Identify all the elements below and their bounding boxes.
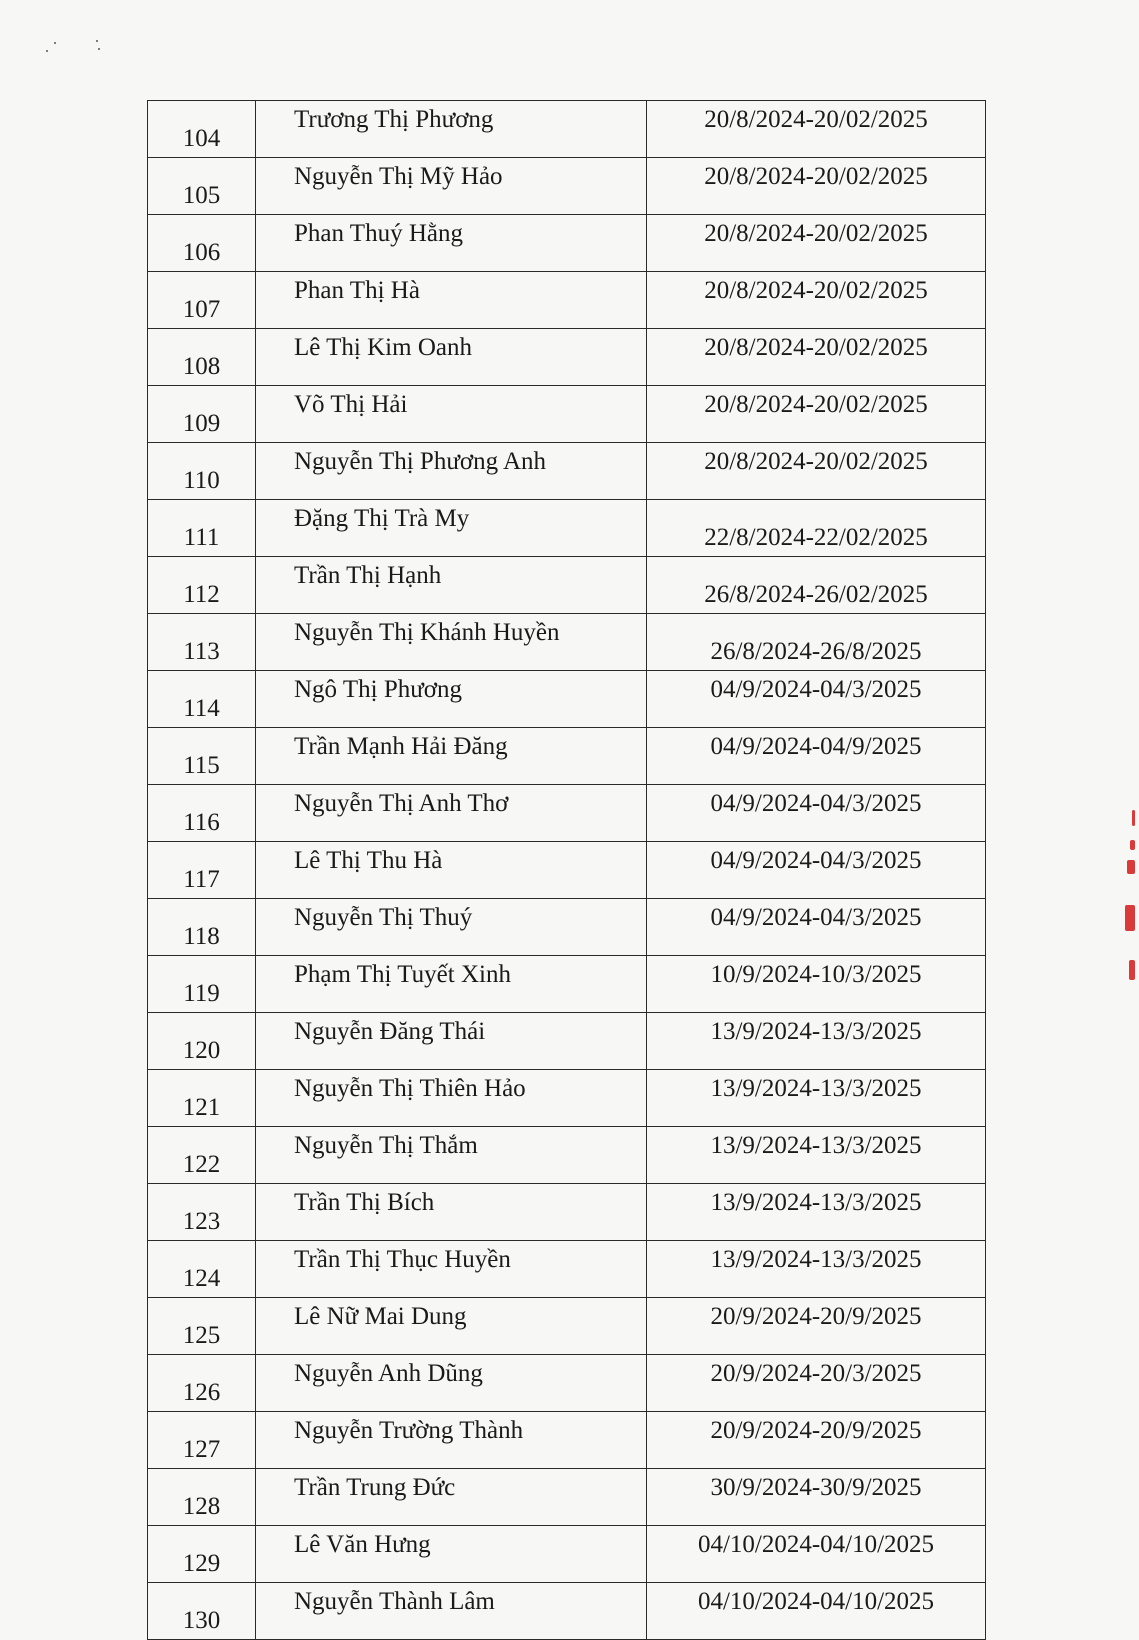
person-name: Nguyễn Thành Lâm <box>256 1583 647 1640</box>
row-number: 116 <box>148 785 256 842</box>
date-range: 20/9/2024-20/3/2025 <box>647 1355 986 1412</box>
date-range: 10/9/2024-10/3/2025 <box>647 956 986 1013</box>
table-row <box>148 215 986 272</box>
row-number: 119 <box>148 956 256 1013</box>
table-row <box>148 1127 986 1184</box>
table-row <box>148 1241 986 1298</box>
date-range: 22/8/2024-22/02/2025 <box>647 500 986 557</box>
table-row <box>148 785 986 842</box>
row-number: 104 <box>148 101 256 158</box>
person-name: Lê Văn Hưng <box>256 1526 647 1583</box>
table-row <box>148 557 986 614</box>
date-range: 04/9/2024-04/3/2025 <box>647 899 986 956</box>
person-name: Võ Thị Hải <box>256 386 647 443</box>
table-row <box>148 101 986 158</box>
table-row <box>148 728 986 785</box>
date-range: 13/9/2024-13/3/2025 <box>647 1241 986 1298</box>
person-name: Ngô Thị Phương <box>256 671 647 728</box>
row-number: 125 <box>148 1298 256 1355</box>
date-range: 20/9/2024-20/9/2025 <box>647 1412 986 1469</box>
date-range: 04/9/2024-04/3/2025 <box>647 671 986 728</box>
row-number: 105 <box>148 158 256 215</box>
row-number: 118 <box>148 899 256 956</box>
row-number: 130 <box>148 1583 256 1640</box>
person-name: Lê Thị Thu Hà <box>256 842 647 899</box>
table-row <box>148 1070 986 1127</box>
person-name: Nguyễn Thị Anh Thơ <box>256 785 647 842</box>
person-name: Nguyễn Thị Thuý <box>256 899 647 956</box>
person-name: Phan Thuý Hằng <box>256 215 647 272</box>
row-number: 126 <box>148 1355 256 1412</box>
table-row <box>148 614 986 671</box>
person-name: Phan Thị Hà <box>256 272 647 329</box>
person-name: Trần Thị Hạnh <box>256 557 647 614</box>
table-row <box>148 443 986 500</box>
row-number: 123 <box>148 1184 256 1241</box>
table-row <box>148 956 986 1013</box>
person-name: Nguyễn Thị Mỹ Hảo <box>256 158 647 215</box>
row-number: 127 <box>148 1412 256 1469</box>
row-number: 121 <box>148 1070 256 1127</box>
date-range: 20/8/2024-20/02/2025 <box>647 215 986 272</box>
person-name: Trần Trung Đức <box>256 1469 647 1526</box>
person-name: Nguyễn Thị Thiên Hảo <box>256 1070 647 1127</box>
table-row <box>148 1298 986 1355</box>
table-row <box>148 272 986 329</box>
date-range: 20/8/2024-20/02/2025 <box>647 101 986 158</box>
row-number: 120 <box>148 1013 256 1070</box>
person-name: Trương Thị Phương <box>256 101 647 158</box>
roster-table-body <box>148 101 986 1640</box>
person-name: Trần Thị Thục Huyền <box>256 1241 647 1298</box>
table-row <box>148 329 986 386</box>
person-name: Nguyễn Trường Thành <box>256 1412 647 1469</box>
person-name: Đặng Thị Trà My <box>256 500 647 557</box>
row-number: 129 <box>148 1526 256 1583</box>
date-range: 20/9/2024-20/9/2025 <box>647 1298 986 1355</box>
row-number: 108 <box>148 329 256 386</box>
table-row <box>148 500 986 557</box>
date-range: 20/8/2024-20/02/2025 <box>647 386 986 443</box>
row-number: 124 <box>148 1241 256 1298</box>
table-row <box>148 1526 986 1583</box>
roster-table <box>147 100 986 1640</box>
row-number: 112 <box>148 557 256 614</box>
row-number: 110 <box>148 443 256 500</box>
date-range: 20/8/2024-20/02/2025 <box>647 158 986 215</box>
table-row <box>148 1013 986 1070</box>
table-row <box>148 671 986 728</box>
person-name: Nguyễn Anh Dũng <box>256 1355 647 1412</box>
date-range: 30/9/2024-30/9/2025 <box>647 1469 986 1526</box>
row-number: 122 <box>148 1127 256 1184</box>
row-number: 109 <box>148 386 256 443</box>
date-range: 20/8/2024-20/02/2025 <box>647 272 986 329</box>
row-number: 111 <box>148 500 256 557</box>
person-name: Nguyễn Thị Thắm <box>256 1127 647 1184</box>
date-range: 26/8/2024-26/8/2025 <box>647 614 986 671</box>
date-range: 13/9/2024-13/3/2025 <box>647 1013 986 1070</box>
date-range: 04/9/2024-04/3/2025 <box>647 785 986 842</box>
date-range: 13/9/2024-13/3/2025 <box>647 1127 986 1184</box>
scan-specks <box>44 38 104 58</box>
person-name: Lê Thị Kim Oanh <box>256 329 647 386</box>
date-range: 20/8/2024-20/02/2025 <box>647 443 986 500</box>
date-range: 20/8/2024-20/02/2025 <box>647 329 986 386</box>
table-row <box>148 1355 986 1412</box>
date-range: 04/9/2024-04/3/2025 <box>647 842 986 899</box>
row-number: 115 <box>148 728 256 785</box>
table-row <box>148 842 986 899</box>
date-range: 13/9/2024-13/3/2025 <box>647 1184 986 1241</box>
table-row <box>148 1412 986 1469</box>
table-row <box>148 1583 986 1640</box>
person-name: Lê Nữ Mai Dung <box>256 1298 647 1355</box>
table-row <box>148 1469 986 1526</box>
date-range: 26/8/2024-26/02/2025 <box>647 557 986 614</box>
row-number: 106 <box>148 215 256 272</box>
red-stamp-edge <box>1115 810 1139 1000</box>
row-number: 107 <box>148 272 256 329</box>
date-range: 04/10/2024-04/10/2025 <box>647 1583 986 1640</box>
row-number: 114 <box>148 671 256 728</box>
row-number: 117 <box>148 842 256 899</box>
date-range: 04/9/2024-04/9/2025 <box>647 728 986 785</box>
date-range: 04/10/2024-04/10/2025 <box>647 1526 986 1583</box>
person-name: Trần Mạnh Hải Đăng <box>256 728 647 785</box>
row-number: 113 <box>148 614 256 671</box>
person-name: Nguyễn Thị Khánh Huyền <box>256 614 647 671</box>
date-range: 13/9/2024-13/3/2025 <box>647 1070 986 1127</box>
person-name: Phạm Thị Tuyết Xinh <box>256 956 647 1013</box>
person-name: Nguyễn Thị Phương Anh <box>256 443 647 500</box>
table-row <box>148 1184 986 1241</box>
table-row <box>148 899 986 956</box>
table-row <box>148 158 986 215</box>
person-name: Trần Thị Bích <box>256 1184 647 1241</box>
person-name: Nguyễn Đăng Thái <box>256 1013 647 1070</box>
row-number: 128 <box>148 1469 256 1526</box>
table-row <box>148 386 986 443</box>
